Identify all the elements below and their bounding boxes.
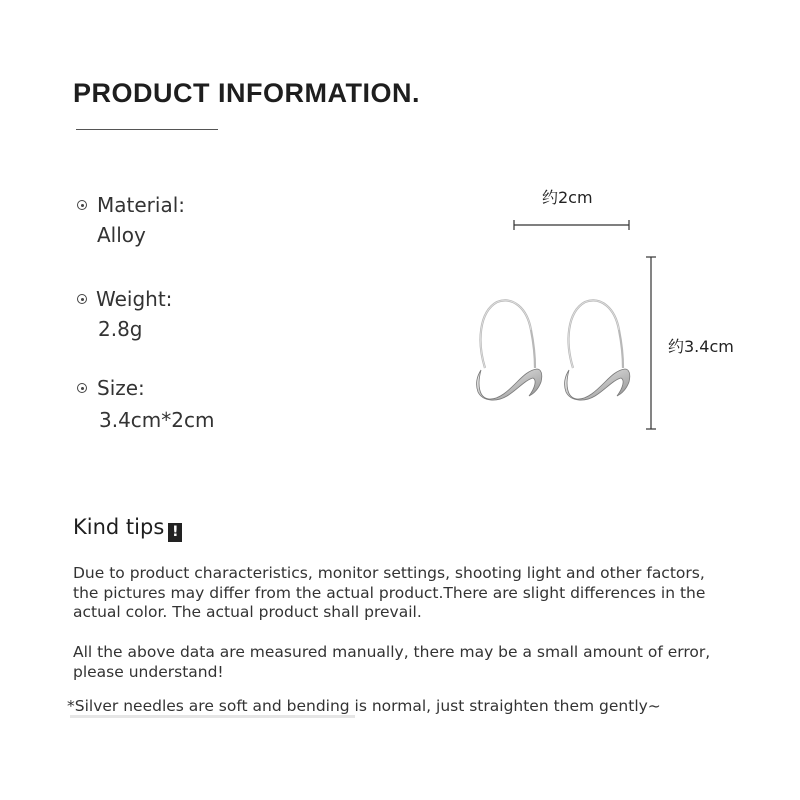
kind-tips-heading-text: Kind tips xyxy=(73,515,165,539)
bullet-icon xyxy=(77,200,87,210)
spec-value-size: 3.4cm*2cm xyxy=(99,408,215,432)
exclamation-icon: ! xyxy=(168,523,182,542)
height-dimension-label: 约3.4cm xyxy=(668,337,734,356)
note-highlight xyxy=(70,715,355,718)
earring-right xyxy=(565,300,630,400)
page-title: PRODUCT INFORMATION. xyxy=(73,78,420,108)
kind-tips-heading xyxy=(73,515,182,542)
spec-label-weight: Weight: xyxy=(96,287,173,311)
height-dimension-line xyxy=(640,250,664,435)
tips-note: *Silver needles are soft and bending is normal, just straighten them gently~ xyxy=(67,697,661,715)
tips-paragraph-2: All the above data are measured manually, there may be a small amount of error, please understand! xyxy=(73,643,711,681)
width-dimension-label: 约2cm xyxy=(542,188,593,207)
earring-left xyxy=(477,300,542,400)
spec-value-weight: 2.8g xyxy=(98,317,143,341)
width-dimension-line xyxy=(505,215,640,235)
bullet-icon xyxy=(77,294,87,304)
spec-value-material: Alloy xyxy=(97,223,146,247)
earring-product-image xyxy=(465,290,635,415)
tips-paragraph-1: Due to product characteristics, monitor settings, shooting light and other factors, the pictures may differ from the actual product.There are slight differences in the actual color. The actual product shall prevail. xyxy=(73,564,706,621)
spec-label-material: Material: xyxy=(97,193,185,217)
spec-label-size: Size: xyxy=(97,376,145,400)
bullet-icon xyxy=(77,383,87,393)
title-divider xyxy=(76,129,218,130)
